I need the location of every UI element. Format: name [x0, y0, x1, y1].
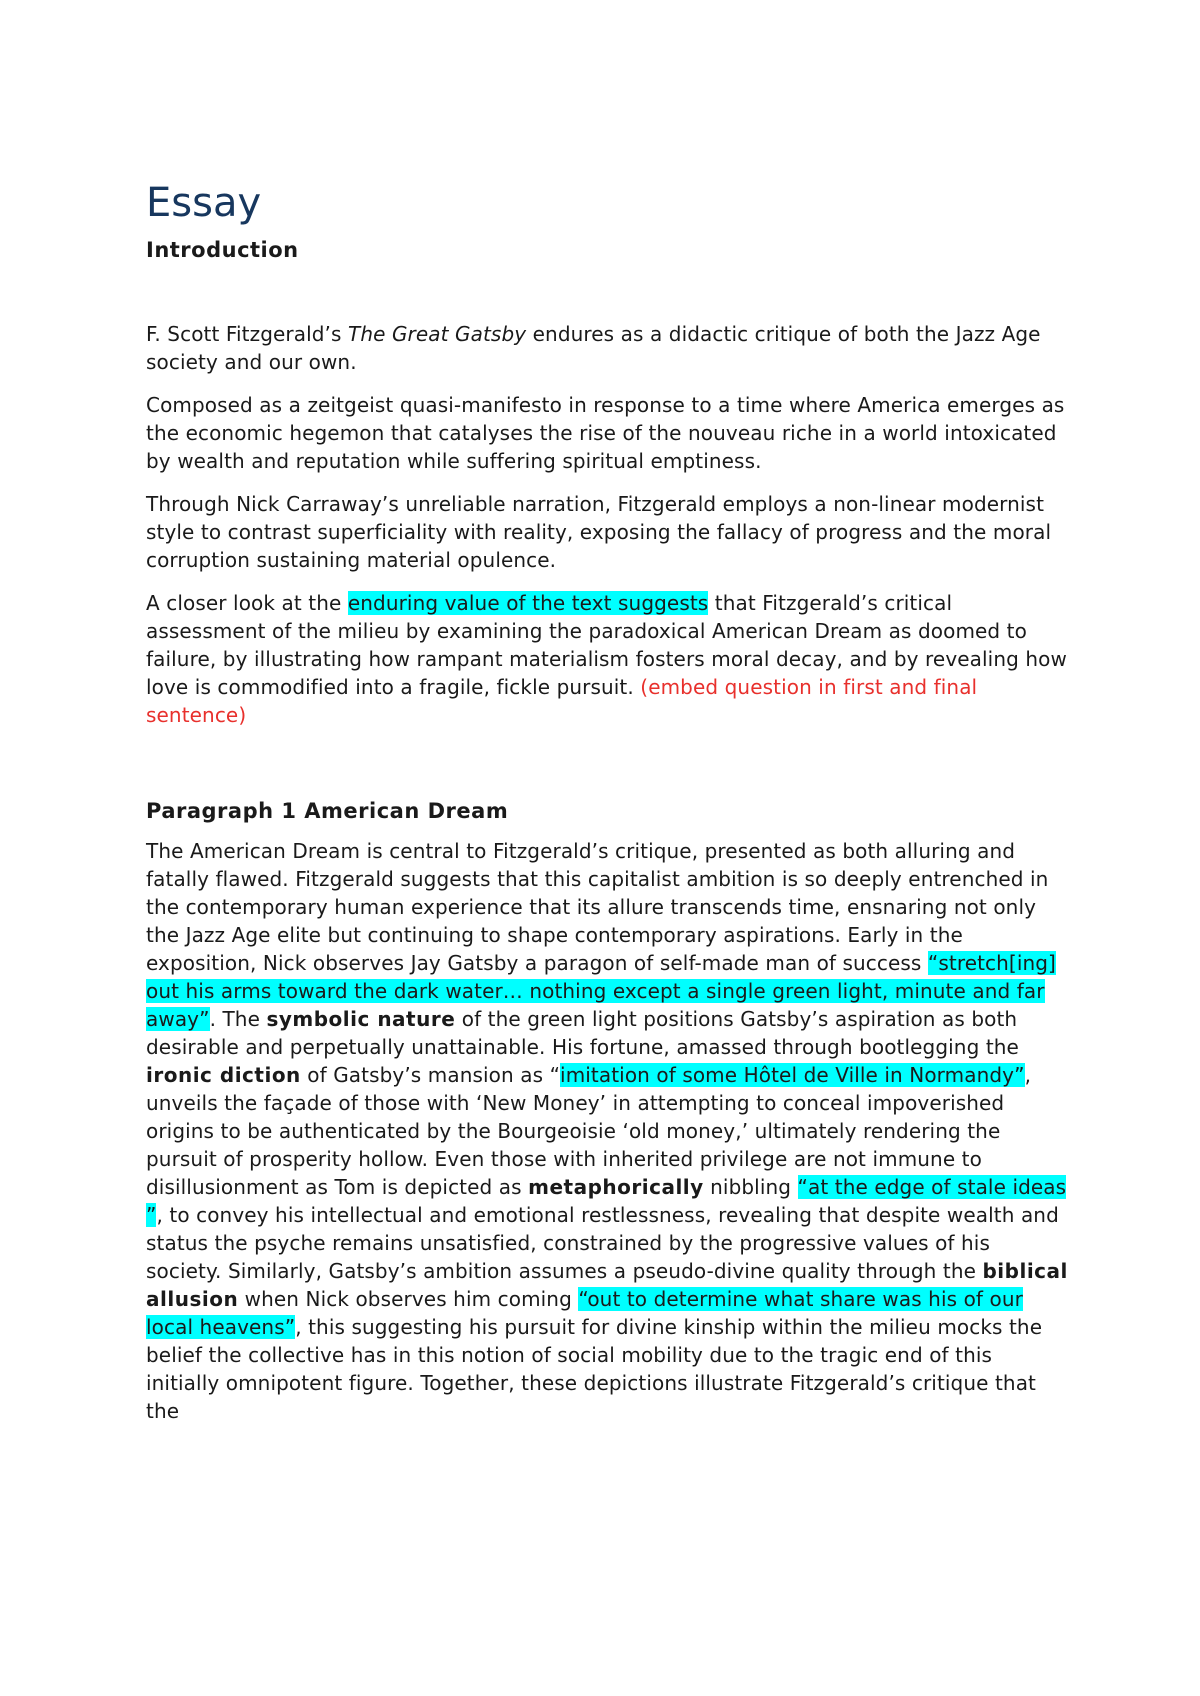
p1-text-6: nibbling — [703, 1175, 798, 1199]
document-title: Essay — [146, 180, 262, 226]
bold-term-metaphorically: metaphorically — [528, 1175, 704, 1199]
intro-paragraph-4 — [146, 589, 1070, 729]
intro-paragraph-3: Through Nick Carraway’s unreliable narration, Fitzgerald employs a non-linear modernist style to contrast superficiality with reality, exposing the fallacy of progress and the moral corruption sustaining material opulence. — [146, 492, 1052, 572]
bold-term-ironic-diction: ironic diction — [146, 1063, 301, 1087]
p1-text-7: , to convey his intellectual and emotional restlessness, revealing that despite wealth and status the psyche remains unsatisfied, constrained by the progressive values of his society. Similarly, Gatsby’s ambition assumes a pseudo-divine quality through the — [146, 1203, 1059, 1283]
intro-p1-text-before: F. Scott Fitzgerald’s — [146, 322, 348, 346]
highlighted-quote-hotel-de-ville: imitation of some Hôtel de Ville in Normandy” — [560, 1063, 1025, 1087]
intro-p4-text-after: that Fitzgerald’s critical assessment of the milieu by examining the paradoxical American Dream as doomed to failure, by illustrating how rampant materialism fosters moral decay, and by revealing how love is commodified into a fragile, fickle pursuit. — [146, 591, 1067, 699]
book-title: The Great Gatsby — [348, 322, 527, 346]
intro-p1-text-after: endures as a didactic critique of both the Jazz Age society and our own. — [146, 322, 1041, 374]
document-page — [146, 176, 1070, 1440]
p1-text-5: , unveils the façade of those with ‘New Money’ in attempting to conceal impoverished origins to be authenticated by the Bourgeoisie ‘old money,’ ultimately rendering the pursuit of prosperity hollow. Even those with inherited privilege are not immune to disillusionment as Tom is depicted as — [146, 1063, 1032, 1199]
p1-text-8: when Nick observes him coming — [238, 1287, 579, 1311]
p1-text-9: , this suggesting his pursuit for divine kinship within the milieu mocks the belief the collective has in this notion of social mobility due to the tragic end of this initially omnipotent figure. Together, these depictions illustrate Fitzgerald’s critique that the — [146, 1315, 1043, 1423]
highlighted-thesis-phrase: enduring value of the text suggests — [347, 591, 709, 615]
p1-text-1: The American Dream is central to Fitzgerald’s critique, presented as both alluring and fatally flawed. Fitzgerald suggests that this capitalist ambition is so deeply entrenched in the contemporary human experience that its allure transcends time, ensnaring not only the Jazz Age elite but continuing to shape contemporary aspirations. Early in the exposition, Nick observes Jay Gatsby a paragon of self-made man of success — [146, 839, 1049, 975]
highlighted-quote-local-heavens: “out to determine what share was his of our local heavens” — [146, 1287, 1023, 1339]
body-paragraph-1 — [146, 837, 1070, 1425]
bold-term-symbolic-nature: symbolic nature — [266, 1007, 456, 1031]
paragraph-1-heading: Paragraph 1 American Dream — [146, 799, 509, 823]
p1-text-4: of Gatsby’s mansion as “ — [300, 1063, 561, 1087]
highlighted-quote-green-light: “stretch[ing] out his arms toward the dark water… nothing except a single green light, minute and far away” — [146, 951, 1056, 1031]
intro-paragraph-1 — [146, 320, 1070, 376]
highlighted-quote-stale-ideas: “at the edge of stale ideas ” — [146, 1175, 1067, 1227]
p1-text-2: . The — [209, 1007, 267, 1031]
document-subtitle: Introduction — [146, 238, 299, 262]
intro-paragraph-2: Composed as a zeitgeist quasi-manifesto in response to a time where America emerges as the economic hegemon that catalyses the rise of the nouveau riche in a world intoxicated by wealth and reputation while suffering spiritual emptiness. — [146, 393, 1065, 473]
p1-text-3: of the green light positions Gatsby’s aspiration as both desirable and perpetually unattainable. His fortune, amassed through bootlegging the — [146, 1007, 1019, 1059]
intro-p4-text-before: A closer look at the — [146, 591, 348, 615]
editor-note: (embed question in first and final sentence) — [146, 675, 978, 727]
bold-term-biblical-allusion: biblical allusion — [146, 1259, 1068, 1311]
